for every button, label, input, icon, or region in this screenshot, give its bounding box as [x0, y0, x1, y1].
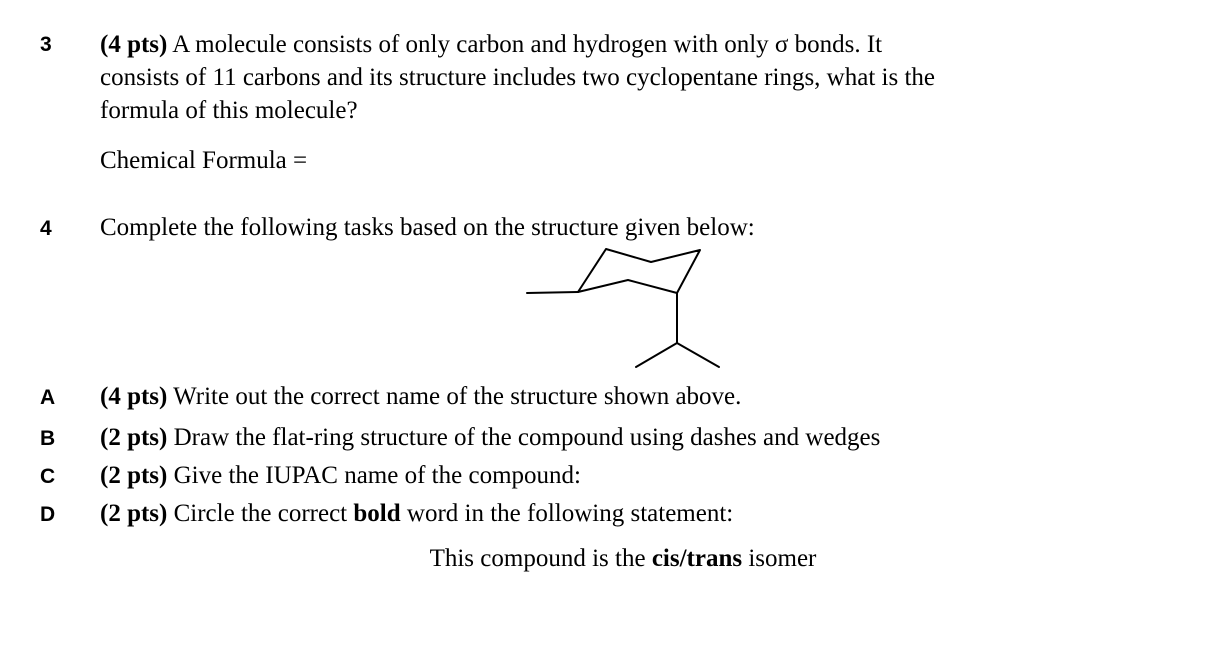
chemical-formula-label: Chemical Formula =	[100, 147, 308, 174]
part-a-points: (4 pts)	[100, 383, 168, 410]
question-3-text-1: A molecule consists of only carbon and hydrogen with only σ bonds. It	[167, 31, 883, 58]
part-c-points: (2 pts)	[100, 462, 168, 489]
part-a-text: Write out the correct name of the structure shown above.	[167, 383, 742, 410]
isomer-statement	[0, 545, 1206, 573]
isomer-statement-before: This compound is the	[429, 545, 652, 572]
part-c-letter: C	[40, 465, 56, 488]
question-3-line-2: consists of 11 carbons and its structure includes two cyclopentane rings, what is the	[100, 64, 935, 91]
part-c-text: Give the IUPAC name of the compound:	[167, 462, 581, 489]
question-3-line-3: formula of this molecule?	[100, 97, 358, 124]
isopropyl-left-bond	[636, 343, 677, 367]
question-3-points: (4 pts)	[100, 31, 168, 58]
part-d-text-after: word in the following statement:	[400, 500, 734, 527]
isomer-statement-after: isomer	[742, 545, 817, 572]
part-b-points: (2 pts)	[100, 424, 168, 451]
part-a-line	[100, 380, 741, 413]
part-d-letter: D	[40, 503, 56, 526]
part-d-line	[100, 497, 733, 530]
part-c-line	[100, 459, 581, 492]
part-d-bold-word: bold	[353, 500, 401, 527]
part-a-letter: A	[40, 386, 56, 409]
question-4-prompt: Complete the following tasks based on the structure given below:	[100, 214, 755, 241]
isopropyl-right-bond	[677, 343, 719, 367]
part-d-text-before: Circle the correct	[167, 500, 354, 527]
part-b-text: Draw the flat-ring structure of the compound using dashes and wedges	[167, 424, 881, 451]
methyl-bond	[527, 292, 578, 293]
part-b-letter: B	[40, 427, 56, 450]
part-d-points: (2 pts)	[100, 500, 168, 527]
part-b-line	[100, 421, 880, 454]
ring-bonds	[578, 249, 700, 293]
isomer-choice[interactable]: cis/trans	[651, 545, 743, 572]
question-3-number: 3	[40, 33, 52, 56]
question-4-number: 4	[40, 217, 52, 240]
